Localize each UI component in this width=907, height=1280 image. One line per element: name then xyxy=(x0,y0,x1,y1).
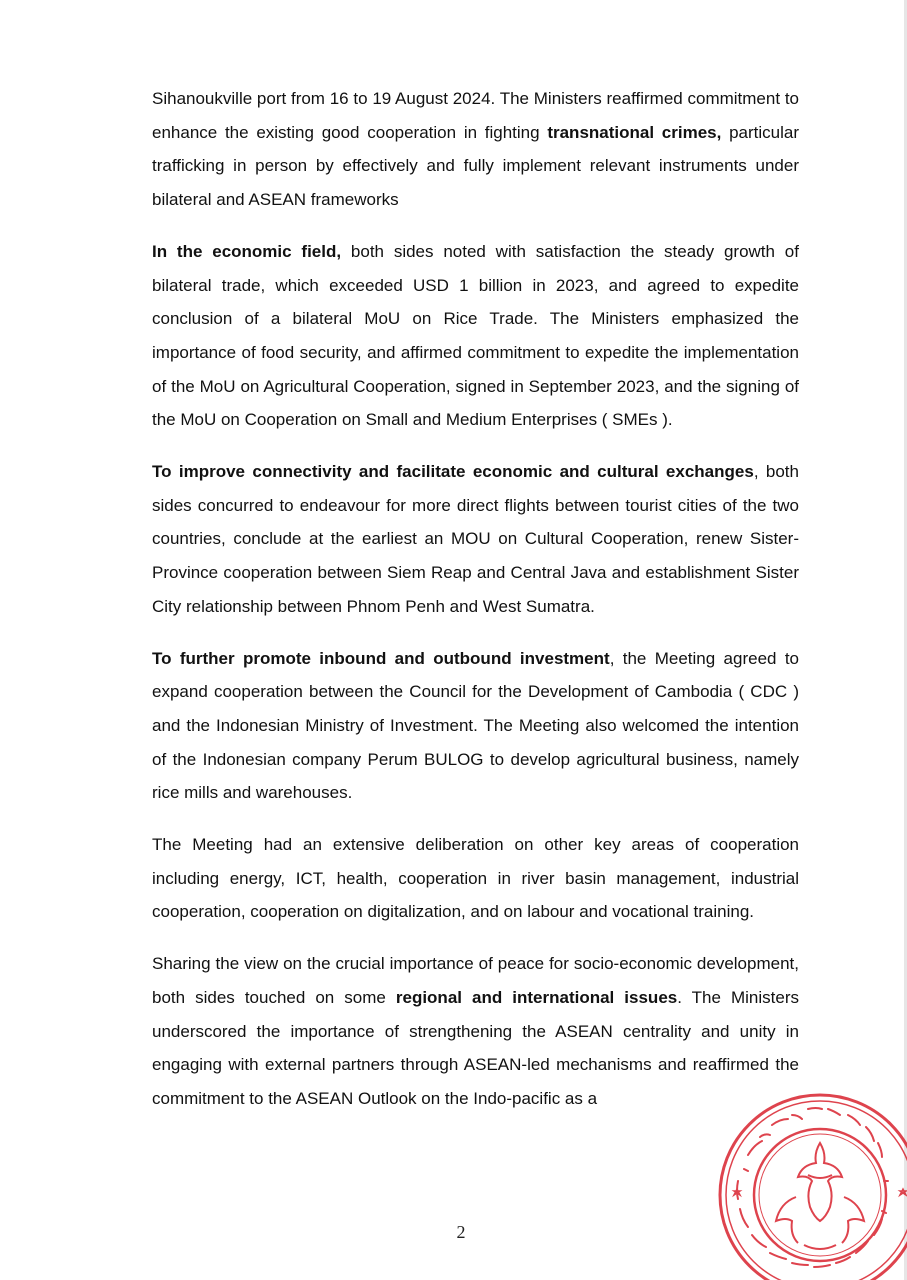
paragraph-transnational-crimes xyxy=(152,82,799,217)
text-run: . The Ministers underscored the importance of strengthening the ASEAN centrality and unity in engaging with external partners through ASEAN-led mechanisms and reaffirmed the commitment to the ASEAN Outlook on the Indo-pacific as a xyxy=(152,987,799,1108)
text-run: Sharing the view on the crucial importance of peace for socio-economic development, both sides touched on some xyxy=(152,954,799,1007)
text-run: , both sides concurred to endeavour for more direct flights between tourist cities of the two countries, conclude at the earliest an MOU on Cultural Cooperation, renew Sister-Province cooperation between Siem Reap and Central Java and establishment Sister City relationship between Phnom Penh and West Sumatra. xyxy=(152,462,799,616)
text-run: Sihanoukville port from 16 to 19 August 2024. The Ministers reaffirmed commitment to enhance the existing good cooperation in fighting xyxy=(152,89,799,142)
bold-run: transnational crimes, xyxy=(547,122,722,142)
bold-run: To improve connectivity and facilitate economic and cultural exchanges xyxy=(152,462,754,482)
official-seal-stamp xyxy=(708,1085,907,1280)
text-run: , the Meeting agreed to expand cooperation between the Council for the Development of Cambodia ( CDC ) and the Indonesian Ministry of Investment. The Meeting also welcomed the intention of the Indonesian company Perum BULOG to develop agricultural business, namely rice mills and warehouses. xyxy=(152,648,799,803)
page-number: 2 xyxy=(456,1222,466,1242)
paragraph-economic-field xyxy=(152,235,799,437)
text-run: The Meeting had an extensive deliberation on other key areas of cooperation including energy, ICT, health, cooperation in river basin management, industrial cooperation, cooperation on digitalization, and on labour and vocational training. xyxy=(152,835,799,922)
paragraph-connectivity xyxy=(152,455,799,624)
text-run: both sides noted with satisfaction the steady growth of bilateral trade, which exceeded USD 1 billion in 2023, and agreed to expedite conclusion of a bilateral MoU on Rice Trade. The Ministers emphasized the importance of food security, and affirmed commitment to expedite the implementation of the MoU on Agricultural Cooperation, signed in September 2023, and the signing of the MoU on Cooperation on Small and Medium Enterprises ( SMEs ). xyxy=(152,241,799,430)
document-body xyxy=(152,82,799,1116)
paragraph-regional-issues xyxy=(152,947,799,1116)
paragraph-other-cooperation xyxy=(152,828,799,929)
text-run: particular trafficking in person by effectively and fully implement relevant instruments under bilateral and ASEAN frameworks xyxy=(152,122,799,210)
bold-run: regional and international issues xyxy=(395,987,678,1007)
bold-run: In the economic field, xyxy=(152,241,342,261)
paragraph-investment xyxy=(152,642,799,811)
bold-run: To further promote inbound and outbound investment xyxy=(152,648,610,668)
seal-shape xyxy=(720,1095,907,1280)
